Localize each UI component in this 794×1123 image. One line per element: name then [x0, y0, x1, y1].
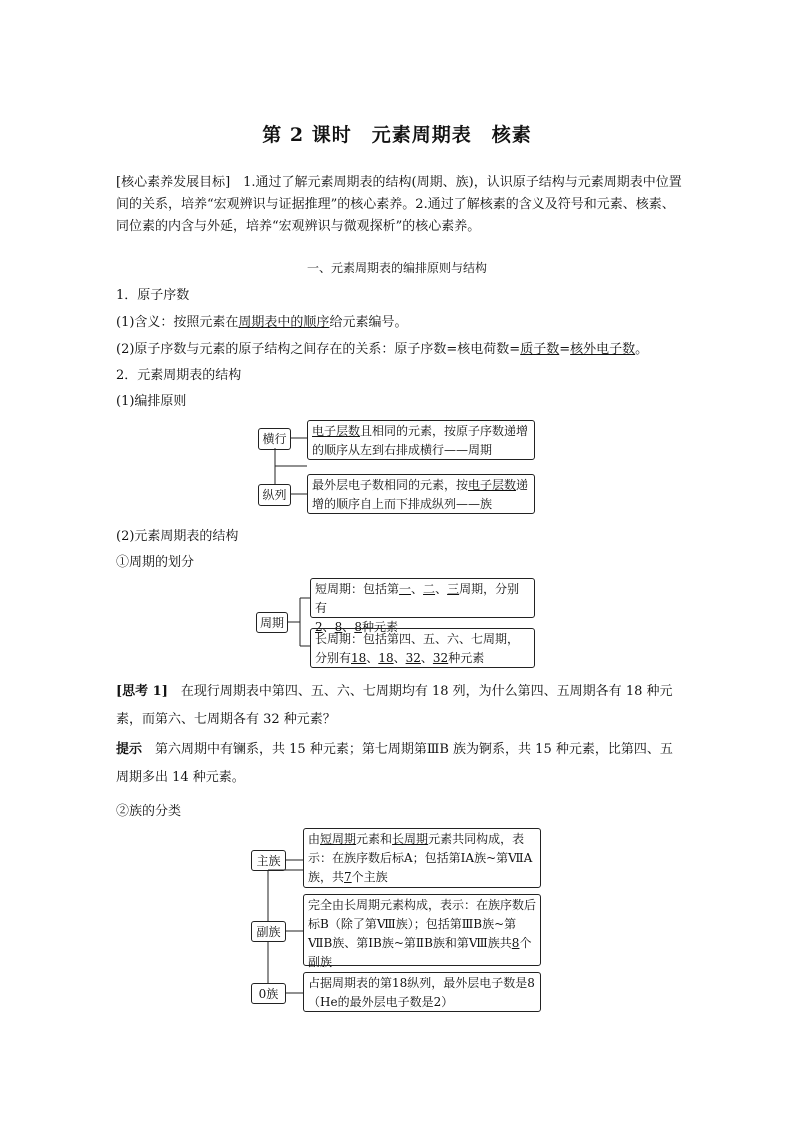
long-period-count-2: 18	[378, 651, 394, 665]
main-group-box	[303, 828, 541, 888]
hint-paragraph	[116, 736, 682, 792]
arrangement-principle: (1)编排原则	[116, 394, 187, 409]
think-text: 在现行周期表中第四、五、六、七周期均有 18 列，为什么第四、五周期各有 18 种元素，而第六、七周期各有 32 种元素？	[116, 684, 673, 727]
relation-text: (2)原子序数与元素的原子结构之间存在的关系：原子序数=核电荷数=	[116, 342, 521, 357]
zero-group-box: 占据周期表的第18纵列，最外层电子数是8（He的最外层电子数是2）	[303, 972, 541, 1012]
proton-number: 质子数	[520, 342, 560, 357]
short-period-count-3: 8	[354, 620, 362, 634]
main-group-text-d: 个主族	[351, 870, 388, 884]
row-rule-text: 且相同的元素，按原子序数递增的顺序从左到右排成横行——周期	[312, 424, 529, 457]
short-period-three: 三	[447, 582, 460, 596]
row-rule-box	[307, 420, 535, 460]
sub-group-text-a: 完全由长周期元素构成，表示：在族序数后标B（除了第Ⅷ族）；包括第ⅢB族~第ⅦB族、第ⅠB族~第ⅡB族和第Ⅷ族共	[308, 898, 537, 950]
heading-table-structure: 2．元素周期表的结构	[116, 368, 242, 383]
core-goals-tag: [核心素养发展目标]	[116, 175, 231, 190]
definition-text-end: 给元素编号。	[329, 315, 408, 330]
core-goals-text: 1.通过了解元素周期表的结构(周期、族)，认识原子结构与元素周期表中位置间的关系，培养“宏观辨识与证据推理”的核心素养。2.通过了解核素的含义及符号和元素、核素、同位素的内含与外延，培养“宏观辨识与微观探析”的核心素养。	[116, 175, 682, 234]
period-label-box: 周期	[256, 612, 288, 633]
column-rule-text-a: 最外层电子数相同的元素，按	[312, 478, 469, 492]
main-group-label: 主族	[251, 850, 286, 871]
definition-underlined: 周期表中的顺序	[238, 315, 330, 330]
hint-text: 第六周期中有镧系，共 15 种元素；第七周期第ⅢB 族为锕系，共 15 种元素，比第四、五周期多出 14 种元素。	[116, 742, 673, 785]
main-group-text-a: 由	[308, 832, 321, 846]
group-classification-heading: ②族的分类	[116, 804, 182, 819]
sub-group-label: 副族	[251, 921, 286, 942]
long-period-box: 长周期：包括第四、五、六、七周期，分别有18、18、32、32种元素	[310, 628, 535, 668]
hint-tag: 提示	[116, 742, 143, 757]
main-group-text-c: 元素共同构成，表示：在族序数后标A；包括第ⅠA族~第ⅦA族，共	[308, 832, 533, 884]
column-rule-box	[307, 474, 535, 514]
short-period-text-b: 周期，分别有	[315, 582, 520, 615]
table-structure-heading: (2)元素周期表的结构	[116, 529, 239, 544]
column-rule-text-b: 递增的顺序自上而下排成纵列——族	[312, 478, 529, 511]
long-period-count-1: 18	[351, 651, 367, 665]
page-title: 第 2 课时 元素周期表 核素	[262, 124, 532, 146]
long-period-text-c: 种元素	[448, 651, 485, 665]
think-tag: [思考 1]	[116, 684, 168, 699]
short-period-text: 短周期：包括第	[315, 582, 400, 596]
main-group-short: 短周期	[320, 832, 357, 846]
short-period-count-1: 2	[315, 620, 323, 634]
long-period-count-4: 32	[432, 651, 449, 665]
short-period-box: 短周期：包括第一、二、三周期，分别有 2、8、8种元素	[310, 578, 535, 618]
column-label-box: 纵列	[258, 484, 291, 506]
row-rule-underlined: 电子层数	[312, 424, 361, 438]
relation-end: 。	[635, 342, 649, 357]
sub-group-box	[303, 894, 541, 969]
column-rule-underlined: 电子层数	[468, 478, 517, 492]
heading-atomic-number: 1．原子序数	[116, 288, 190, 303]
short-period-text-c: 种元素	[361, 620, 398, 634]
sub-group-text-b: 个副族	[308, 936, 532, 969]
short-period-two: 二	[423, 582, 436, 596]
main-group-count: 7	[344, 870, 352, 884]
period-division-heading: ①周期的划分	[116, 555, 195, 570]
separator: 、	[435, 582, 448, 596]
separator: 、	[411, 582, 424, 596]
section-heading: 一、元素周期表的编排原则与结构	[306, 261, 487, 275]
definition-text: (1)含义：按照元素在	[116, 315, 239, 330]
equals-sign: =	[559, 342, 571, 357]
sub-group-count: 8	[511, 936, 520, 950]
long-period-text: 长周期：包括第四、五、六、七周期，分别有	[315, 632, 520, 665]
short-period-count-2: 8	[334, 620, 343, 634]
zero-group-label: 0族	[251, 983, 286, 1004]
short-period-one: 一	[399, 582, 412, 596]
row-label-box: 横行	[258, 428, 291, 450]
electron-number: 核外电子数	[570, 342, 636, 357]
think-paragraph	[116, 678, 682, 734]
long-period-count-3: 32	[405, 651, 421, 665]
main-group-long: 长周期	[392, 832, 429, 846]
main-group-text-b: 元素和	[356, 832, 393, 846]
